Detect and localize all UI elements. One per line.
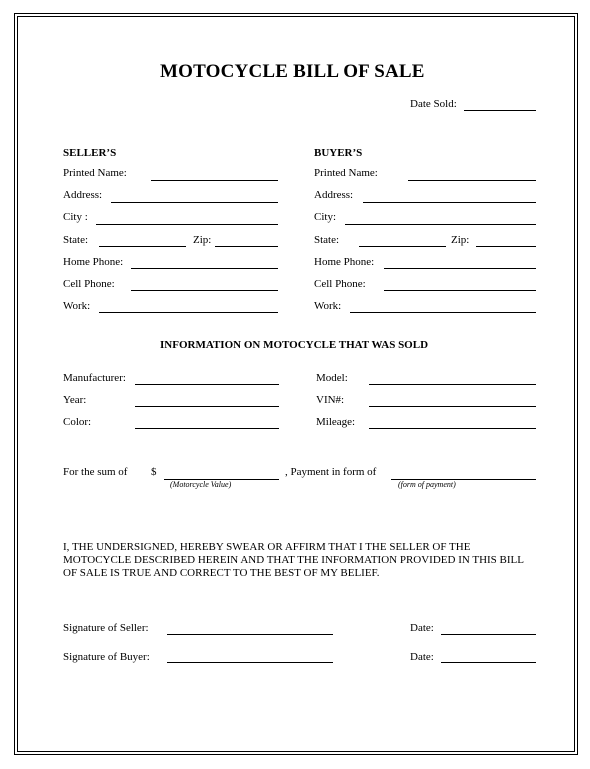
seller-date-label: Date: [410,622,434,634]
seller-state-label: State: [63,234,89,246]
mileage-label: Mileage: [316,416,356,428]
seller-zip-label: Zip: [193,234,212,246]
color-field[interactable] [135,428,279,429]
seller-heading: SELLER’S [63,147,117,159]
seller-cell-phone-label: Cell Phone: [63,278,115,290]
affirmation-text: I, THE UNDERSIGNED, HEREBY SWEAR OR AFFIRM THAT I THE SELLER OF THE MOTOCYCLE DESCRIBED HEREIN AND THAT THE INFORMATION PROVIDED IN THIS BILL OF SALE IS TRUE AND CORRECT TO THE BEST OF MY BELIEF. [63,541,524,579]
sum-label: For the sum of [63,466,128,478]
seller-address-field[interactable] [111,202,278,203]
buyer-zip-label: Zip: [451,234,470,246]
buyer-cell-phone-label: Cell Phone: [314,278,366,290]
year-label: Year: [63,394,87,406]
buyer-zip-field[interactable] [476,246,536,247]
buyer-home-phone-field[interactable] [384,268,536,269]
date-sold-label: Date Sold: [410,98,457,110]
buyer-work-field[interactable] [350,312,536,313]
payment-form-hint: (form of payment) [398,480,456,489]
model-label: Model: [316,372,348,384]
color-label: Color: [63,416,92,428]
buyer-state-label: State: [314,234,340,246]
seller-home-phone-label: Home Phone: [63,256,124,268]
buyer-heading: BUYER’S [314,147,363,159]
buyer-address-label: Address: [314,189,354,201]
buyer-signature-label: Signature of Buyer: [63,651,150,663]
seller-printed-name-label: Printed Name: [63,167,127,179]
seller-state-field[interactable] [99,246,186,247]
buyer-address-field[interactable] [363,202,536,203]
seller-city-label: City : [63,211,88,223]
seller-zip-field[interactable] [215,246,278,247]
buyer-city-label: City: [314,211,337,223]
buyer-city-field[interactable] [345,224,536,225]
seller-cell-phone-field[interactable] [131,290,278,291]
seller-signature-label: Signature of Seller: [63,622,149,634]
mileage-field[interactable] [369,428,536,429]
payment-form-label: , Payment in form of [285,466,377,478]
vin-field[interactable] [369,406,536,407]
seller-signature-field[interactable] [167,634,333,635]
currency-symbol: $ [151,466,157,478]
manufacturer-label: Manufacturer: [63,372,126,384]
buyer-date-label: Date: [410,651,434,663]
seller-address-label: Address: [63,189,103,201]
buyer-date-field[interactable] [441,662,536,663]
buyer-printed-name-field[interactable] [408,180,536,181]
info-heading: INFORMATION ON MOTOCYCLE THAT WAS SOLD [160,339,429,351]
year-field[interactable] [135,406,279,407]
seller-work-label: Work: [63,300,91,312]
manufacturer-field[interactable] [135,384,279,385]
seller-work-field[interactable] [99,312,278,313]
seller-printed-name-field[interactable] [151,180,278,181]
model-field[interactable] [369,384,536,385]
motorcycle-value-hint: (Motorcycle Value) [170,480,232,489]
seller-city-field[interactable] [96,224,278,225]
buyer-cell-phone-field[interactable] [384,290,536,291]
buyer-signature-field[interactable] [167,662,333,663]
buyer-home-phone-label: Home Phone: [314,256,375,268]
date-sold-field[interactable] [464,110,536,111]
document-title: MOTOCYCLE BILL OF SALE [160,61,425,82]
seller-date-field[interactable] [441,634,536,635]
buyer-work-label: Work: [314,300,342,312]
seller-home-phone-field[interactable] [131,268,278,269]
vin-label: VIN#: [316,394,345,406]
buyer-printed-name-label: Printed Name: [314,167,378,179]
buyer-state-field[interactable] [359,246,446,247]
